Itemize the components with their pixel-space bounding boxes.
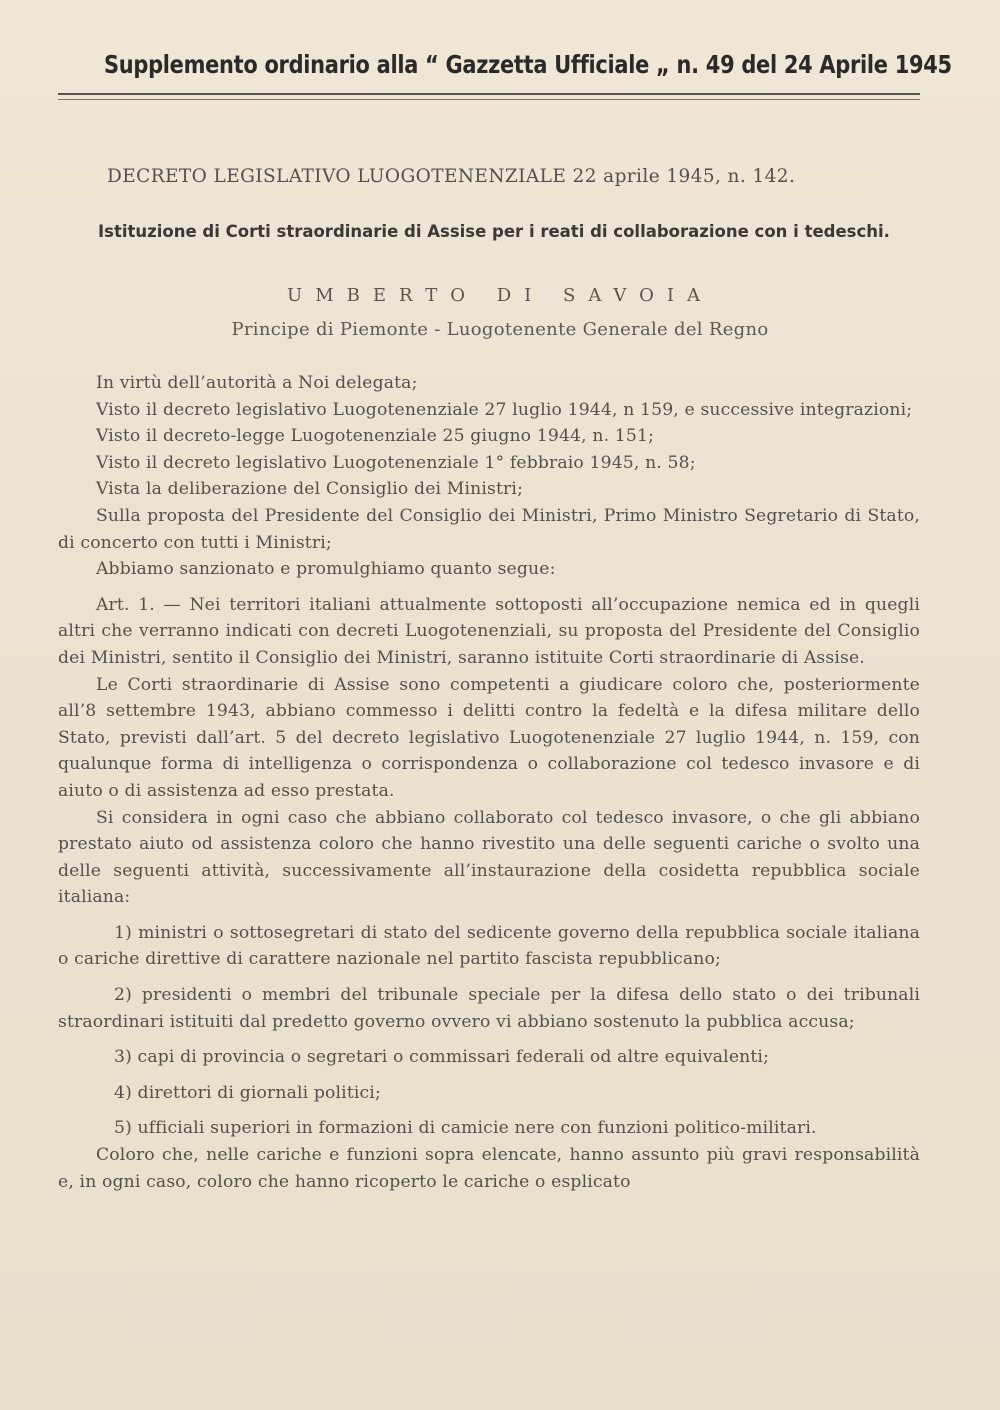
preamble-line: Abbiamo sanzionato e promulghiamo quanto segue:	[96, 559, 556, 580]
preamble-line: In virtù dell’autorità a Noi delegata;	[96, 373, 418, 393]
masthead: Supplemento ordinario alla “ Gazzetta Ufficiale „ n. 49 del 24 Aprile 1945	[104, 50, 952, 79]
preamble-line: Visto il decreto legislativo Luogotenenziale 27 luglio 1944, n 159, e successive integrazioni;	[96, 399, 913, 420]
masthead-rule-thin	[58, 99, 920, 100]
list-item: 3) capi di provincia o segretari o commissari federali od altre equivalenti;	[114, 1047, 770, 1068]
list-item: 4) direttori di giornali politici;	[114, 1082, 381, 1103]
preamble-line: Vista la deliberazione del Consiglio dei Ministri;	[96, 479, 524, 500]
article-1-paragraph: Art. 1. — Nei territori italiani attualmente sottoposti all’occupazione nemica ed in quegli altri che verranno indicati con decreti Luogotenenziali, su proposta del Presidente del Consiglio dei Ministri, sentito il Consiglio dei Ministri, saranno istituite Corti straordinarie di Assise.	[58, 594, 920, 668]
decree-subject: Istituzione di Corti straordinarie di Assise per i reati di collaborazione con i tedeschi.	[98, 222, 890, 241]
preamble-line: Visto il decreto legislativo Luogotenenziale 1° febbraio 1945, n. 58;	[96, 452, 696, 473]
article-1-paragraph: Le Corti straordinarie di Assise sono competenti a giudicare coloro che, posteriormente all’8 settembre 1943, abbiano commesso i delitti contro la fedeltà e la difesa militare dello Stato, previsti dall’art. 5 del decreto legislativo Luogotenenziale 27 luglio 1944, n. 159, con qualunque forma di intelligenza o corrispondenza o collaborazione col tedesco invasore e di aiuto o di assistenza ad esso prestata.	[58, 674, 920, 801]
masthead-rule	[58, 93, 920, 95]
decree-body	[58, 370, 920, 1195]
list-item: 1) ministri o sottosegretari di stato del sedicente governo della repubblica sociale italiana o cariche direttive di carattere nazionale nel partito fascista repubblicano;	[58, 922, 920, 970]
article-1-paragraph: Si considera in ogni caso che abbiano collaborato col tedesco invasore, o che gli abbiano prestato aiuto od assistenza coloro che hanno rivestito una delle seguenti cariche o svolto una delle seguenti attività, successivamente all’instaurazione della cosidetta repubblica sociale italiana:	[58, 807, 920, 908]
sovereign-title: Principe di Piemonte - Luogotenente Generale del Regno	[231, 319, 769, 340]
closing-paragraph: Coloro che, nelle cariche e funzioni sopra elencate, hanno assunto più gravi responsabilità e, in ogni caso, coloro che hanno ricoperto le cariche o esplicato	[58, 1145, 920, 1192]
sovereign-name: UMBERTO DI SAVOIA	[287, 285, 713, 306]
decree-heading: DECRETO LEGISLATIVO LUOGOTENENZIALE 22 aprile 1945, n. 142.	[107, 166, 796, 187]
list-item: 5) ufficiali superiori in formazioni di camicie nere con funzioni politico-militari.	[114, 1118, 817, 1139]
preamble-line: Visto il decreto-legge Luogotenenziale 25 giugno 1944, n. 151;	[96, 426, 655, 447]
preamble-line: Sulla proposta del Presidente del Consiglio dei Ministri, Primo Ministro Segretario di Stato, di concerto con tutti i Ministri;	[58, 505, 920, 553]
list-item: 2) presidenti o membri del tribunale speciale per la difesa dello stato o dei tribunali straordinari istituiti dal predetto governo ovvero vi abbiano sostenuto la pubblica accusa;	[58, 985, 920, 1032]
